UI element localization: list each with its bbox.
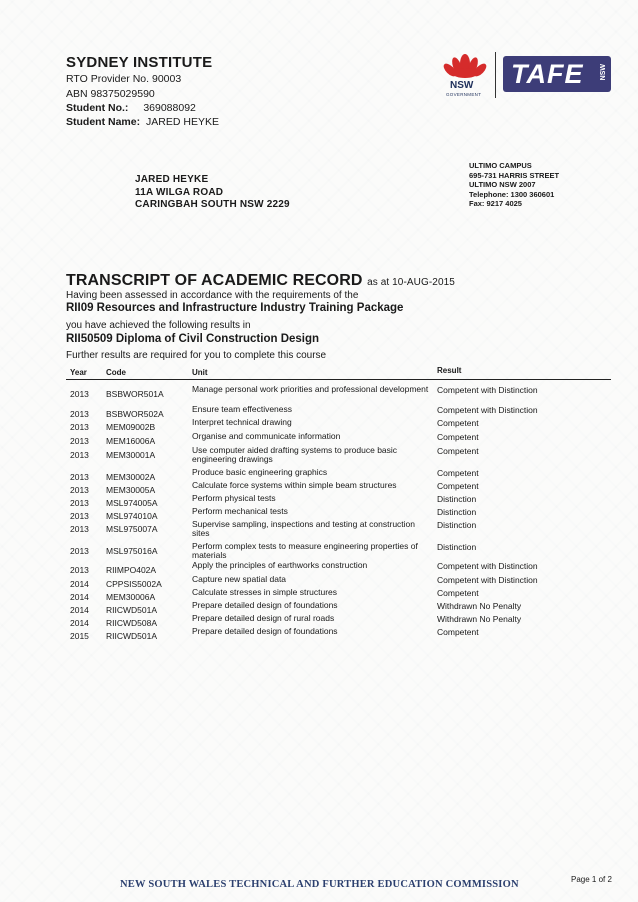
row-result: Withdrawn No Penalty [437,614,522,624]
row-code: RIIMPO402A [106,565,157,575]
row-unit: Interpret technical drawing [192,417,292,427]
student-name-label: Student Name: [66,116,141,128]
row-year: 2013 [70,511,89,521]
address-line-2: 11A WILGA ROAD [135,186,224,198]
row-code: BSBWOR502A [106,409,164,419]
course-name: RII50509 Diploma of Civil Construction Design [66,333,320,345]
campus-telephone: Telephone: 1300 360601 [469,189,555,199]
tafe-nsw-text: NSW [600,64,607,81]
row-result: Withdrawn No Penalty [437,601,522,611]
row-result: Distinction [437,494,477,504]
row-unit: Perform mechanical tests [192,506,288,516]
row-code: MEM30005A [106,485,156,495]
student-number-line [66,102,196,115]
row-result: Competent with Distinction [437,405,538,415]
row-unit: Use computer aided drafting systems to produce basic engineering drawings [192,445,398,464]
header-year: Year [70,368,87,377]
row-result: Competent [437,468,479,478]
campus-details [469,161,559,209]
row-year: 2013 [70,498,89,508]
header-unit: Unit [192,368,208,377]
row-unit: Prepare detailed design of foundations [192,626,338,636]
row-result: Distinction [437,542,477,552]
row-result: Distinction [437,507,477,517]
nsw-wordmark: NSW [450,80,474,91]
row-unit: Apply the principles of earthworks construction [192,560,368,570]
row-unit: Produce basic engineering graphics [192,467,328,477]
row-result: Competent [437,588,479,598]
row-code: MEM16006A [106,436,156,446]
transcript-title-line [66,272,455,290]
nsw-government-text: GOVERNMENT [446,92,482,97]
rto-number: RTO Provider No. 90003 [66,73,182,85]
row-result: Competent [437,432,479,442]
row-result: Competent with Distinction [437,575,538,585]
student-number-label: Student No.: [66,102,129,114]
tafe-wordmark: TAFE [511,58,584,89]
row-code: MEM30002A [106,472,156,482]
row-year: 2013 [70,450,89,460]
institute-name: SYDNEY INSTITUTE [66,54,213,71]
row-year: 2014 [70,605,89,615]
row-code: MSL975007A [106,524,158,534]
row-result: Competent [437,446,479,456]
row-unit: Calculate stresses in simple structures [192,587,338,597]
training-package: RII09 Resources and Infrastructure Industry Training Package [66,302,404,314]
row-code: RIICWD508A [106,618,158,628]
campus-name: ULTIMO CAMPUS [469,161,532,170]
row-result: Distinction [437,520,477,530]
row-unit: Calculate force systems within simple beam structures [192,480,397,490]
student-name-line [66,116,219,129]
row-code: MEM30001A [106,450,156,460]
row-unit: Organise and communicate information [192,431,341,441]
row-code: MEM09002B [106,422,156,432]
row-year: 2014 [70,579,89,589]
row-code: MSL975016A [106,546,158,556]
row-code: MSL974005A [106,498,158,508]
row-code: BSBWOR501A [106,389,164,399]
row-code: RIICWD501A [106,605,158,615]
row-result: Competent with Distinction [437,385,538,395]
row-unit: Supervise sampling, inspections and testing at construction sites [192,519,416,538]
header-result: Result [437,366,462,375]
row-year: 2014 [70,618,89,628]
row-result: Competent [437,627,479,637]
recipient-address [135,174,290,212]
tafe-logo [503,56,611,92]
row-unit: Ensure team effectiveness [192,404,293,414]
campus-street: 695-731 HARRIS STREET [469,170,560,180]
transcript-title: TRANSCRIPT OF ACADEMIC RECORD [66,272,363,289]
student-number-value: 369088092 [143,102,196,114]
logos-group [440,50,615,102]
row-unit: Prepare detailed design of foundations [192,600,338,610]
row-year: 2014 [70,592,89,602]
row-unit: Perform complex tests to measure engineering properties of materials [192,541,418,560]
row-code: MEM30006A [106,592,156,602]
assessed-text: Having been assessed in accordance with the requirements of the [66,290,359,301]
row-code: CPPSIS5002A [106,579,162,589]
row-year: 2013 [70,389,89,399]
row-year: 2013 [70,409,89,419]
row-result: Competent [437,481,479,491]
transcript-date: as at 10-AUG-2015 [367,277,455,288]
further-results-text: Further results are required for you to complete this course [66,350,327,361]
row-year: 2013 [70,524,89,534]
row-unit: Perform physical tests [192,493,276,503]
row-year: 2013 [70,565,89,575]
student-name-value: JARED HEYKE [146,116,219,128]
logo-divider [495,52,496,98]
address-line-1: JARED HEYKE [135,174,209,185]
row-year: 2015 [70,631,89,641]
row-year: 2013 [70,485,89,495]
row-unit: Manage personal work priorities and professional development [192,384,429,394]
page-number: Page 1 of 2 [571,875,612,884]
row-result: Competent with Distinction [437,561,538,571]
achieved-text: you have achieved the following results in [66,320,251,331]
row-result: Competent [437,418,479,428]
row-year: 2013 [70,436,89,446]
abn-number: ABN 98375029590 [66,88,155,100]
table-header [66,366,611,380]
header-code: Code [106,368,126,377]
row-unit: Capture new spatial data [192,574,287,584]
row-year: 2013 [70,472,89,482]
row-unit: Prepare detailed design of rural roads [192,613,335,623]
address-line-3: CARINGBAH SOUTH NSW 2229 [135,199,290,210]
row-year: 2013 [70,422,89,432]
campus-suburb: ULTIMO NSW 2007 [469,180,536,189]
row-code: RIICWD501A [106,631,158,641]
commission-footer: NEW SOUTH WALES TECHNICAL AND FURTHER EDUCATION COMMISSION [120,879,519,890]
results-table [66,366,611,641]
row-code: MSL974010A [106,511,158,521]
row-year: 2013 [70,546,89,556]
campus-fax: Fax: 9217 4025 [469,199,522,208]
